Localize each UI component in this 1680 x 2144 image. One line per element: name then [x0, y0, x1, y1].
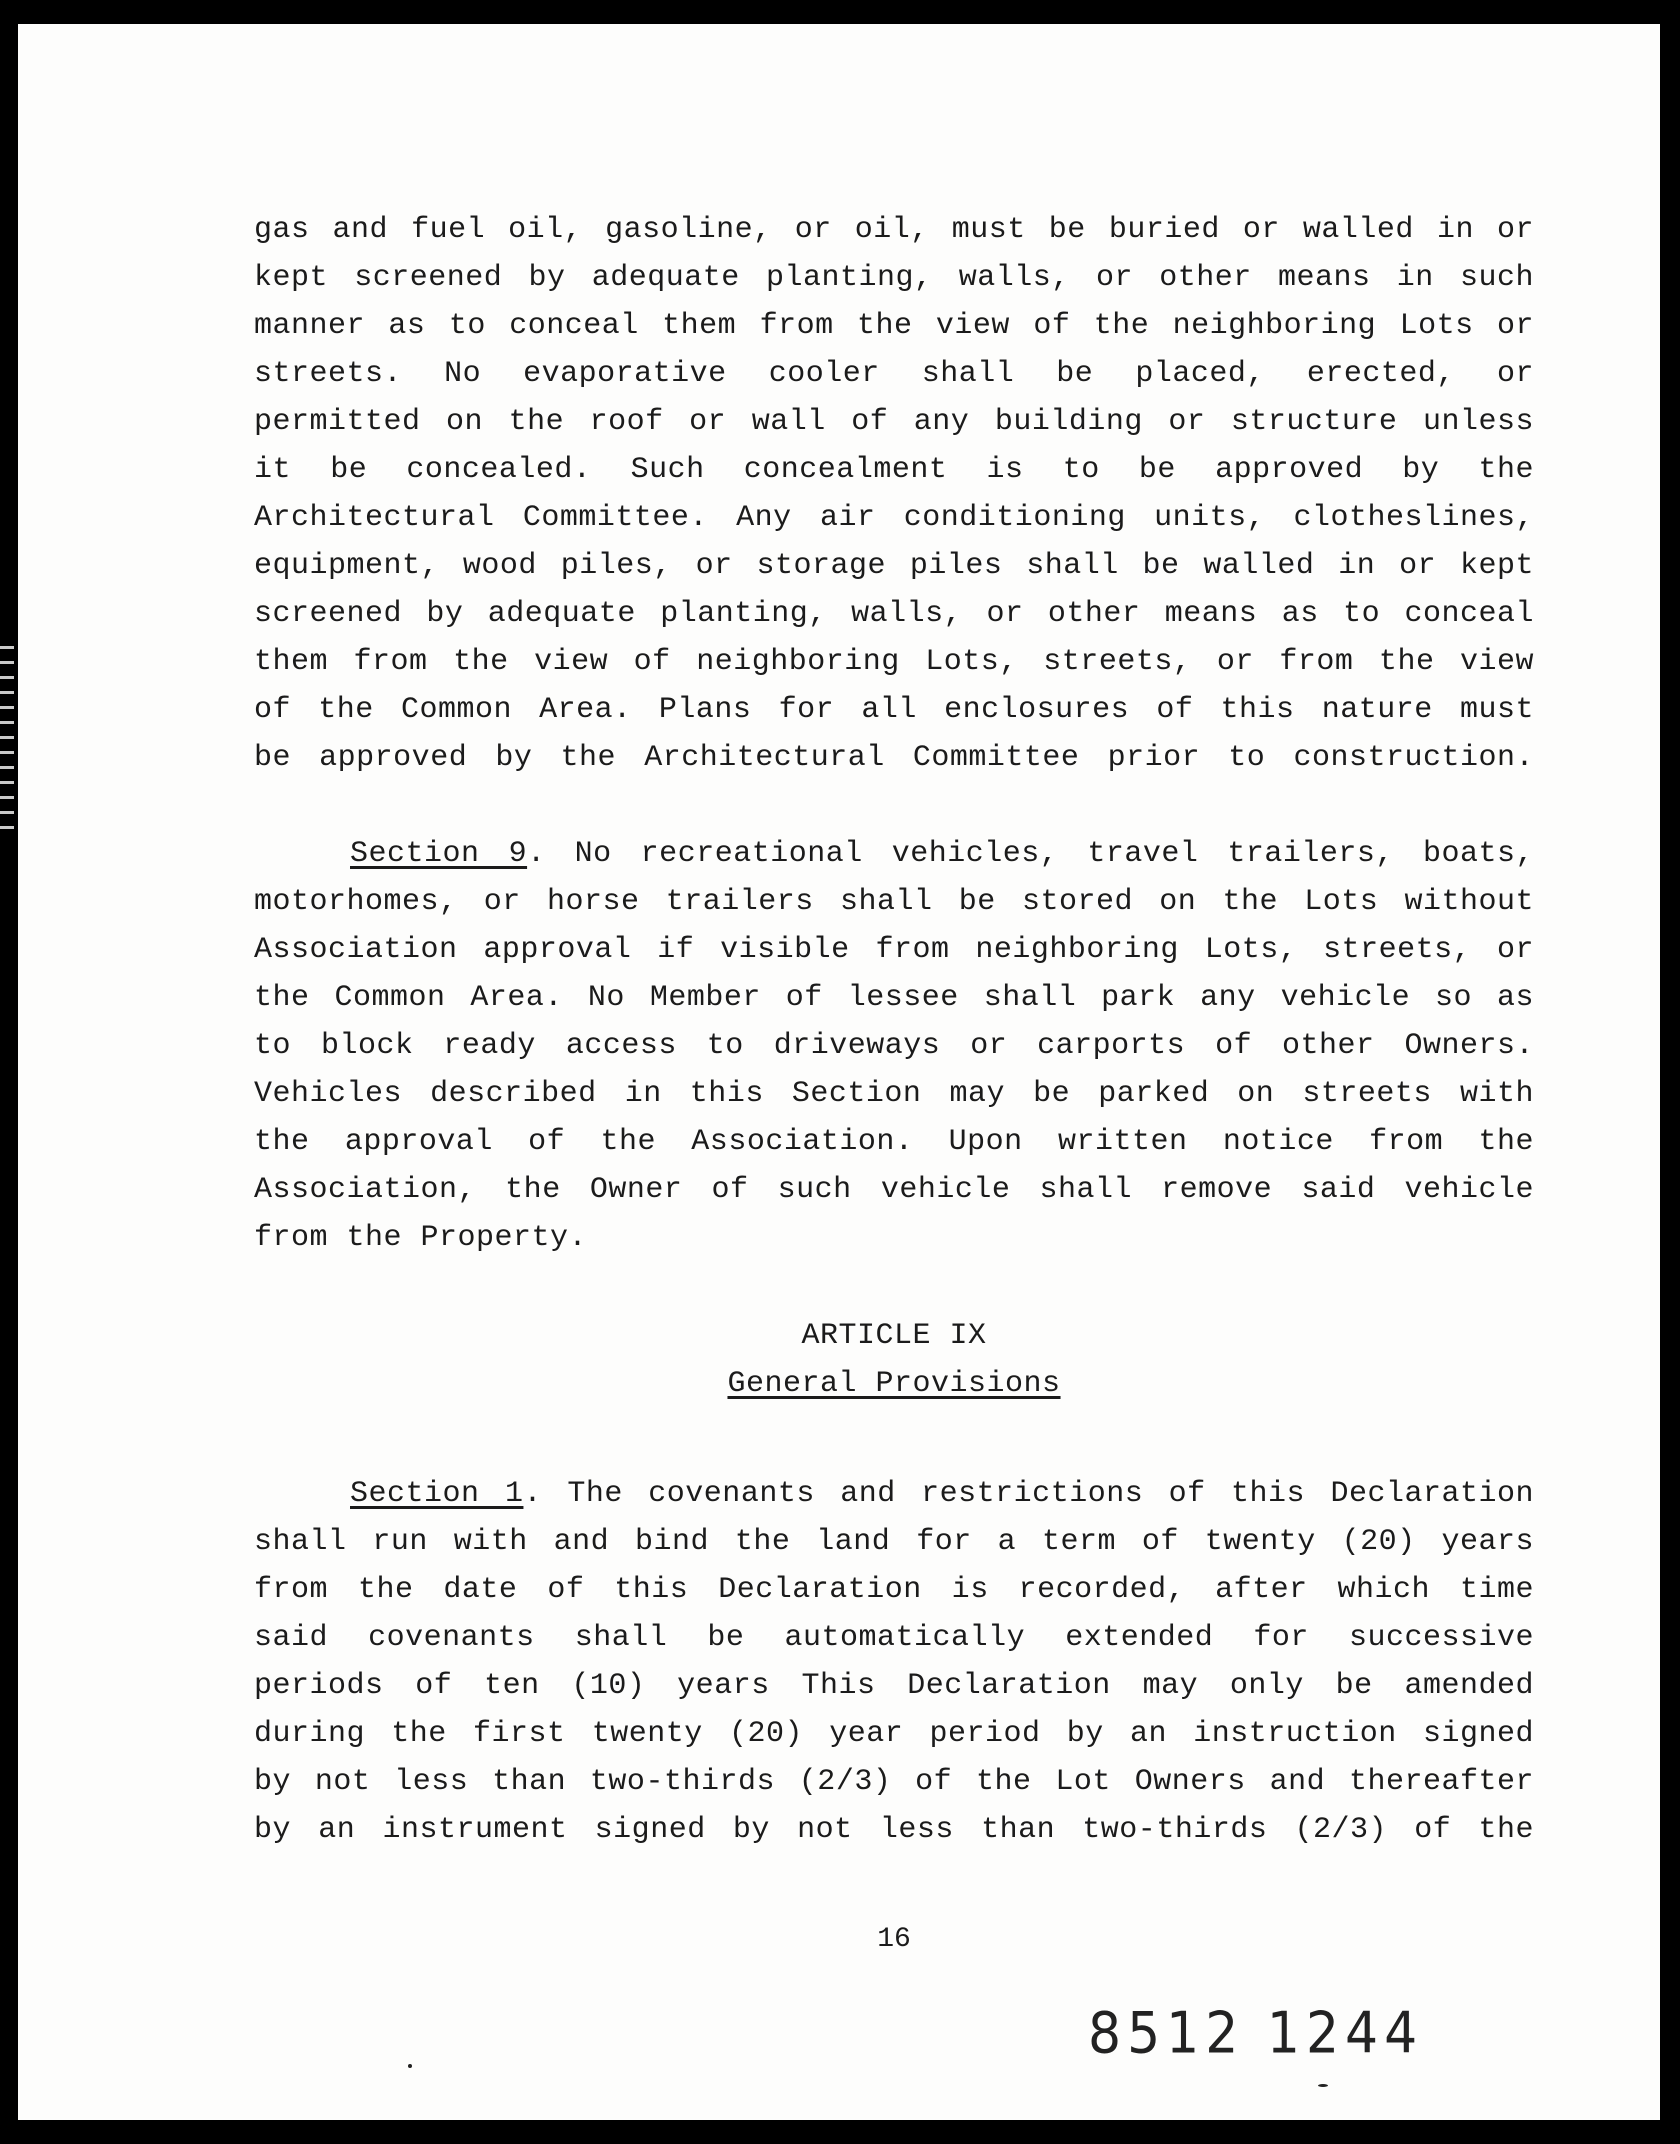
section-9-first-line — [254, 830, 1534, 878]
text-line: Vehicles described in this Section may be parked on streets with — [254, 1077, 1534, 1111]
article-title: General Provisions — [727, 1367, 1061, 1401]
text-line: the approval of the Association. Upon written notice from the — [254, 1125, 1534, 1159]
text-line: from the date of this Declaration is recorded, after which time — [254, 1573, 1534, 1607]
section-1-paragraph — [254, 1470, 1534, 1854]
text-line: by an instrument signed by not less than two-thirds (2/3) of the — [254, 1813, 1534, 1847]
text-line: of the Common Area. Plans for all enclosures of this nature must — [254, 693, 1534, 727]
text-line: by not less than two-thirds (2/3) of the Lot Owners and thereafter — [254, 1765, 1534, 1799]
section-1-heading: Section 1 — [350, 1477, 524, 1511]
scan-speck — [408, 2064, 412, 2068]
scan-edge-noise — [0, 640, 14, 830]
document-page — [18, 24, 1660, 2120]
text-line: periods of ten (10) years This Declaration may only be amended — [254, 1669, 1534, 1703]
section-9-first-line-text: . No recreational vehicles, travel trailers, boats, — [527, 837, 1534, 871]
section-1-first-line-text: . The covenants and restrictions of this Declaration — [523, 1477, 1535, 1511]
text-line: to block ready access to driveways or carports of other Owners. — [254, 1029, 1534, 1063]
text-line: the Common Area. No Member of lessee shall park any vehicle so as — [254, 981, 1534, 1015]
article-number: ARTICLE IX — [801, 1319, 987, 1353]
text-line: said covenants shall be automatically extended for successive — [254, 1621, 1534, 1655]
text-line: motorhomes, or horse trailers shall be stored on the Lots without — [254, 885, 1534, 919]
section-1-first-line — [254, 1470, 1534, 1518]
text-line: shall run with and bind the land for a term of twenty (20) years — [254, 1525, 1534, 1559]
handwritten-recording-number: 8512 1244 — [1088, 2001, 1424, 2067]
text-line: gas and fuel oil, gasoline, or oil, must be buried or walled in or — [254, 213, 1534, 247]
section-9-heading: Section 9 — [350, 837, 528, 871]
text-line: during the first twenty (20) year period by an instruction signed — [254, 1717, 1534, 1751]
text-line: kept screened by adequate planting, walls, or other means in such — [254, 261, 1534, 295]
section-9-paragraph — [254, 830, 1534, 1262]
text-line: them from the view of neighboring Lots, streets, or from the view — [254, 645, 1534, 679]
text-line: screened by adequate planting, walls, or other means as to conceal — [254, 597, 1534, 631]
text-line: from the Property. — [254, 1221, 588, 1255]
paragraph-enclosures — [254, 206, 1534, 782]
text-line: Architectural Committee. Any air conditioning units, clotheslines, — [254, 501, 1534, 535]
page-number: 16 — [877, 1924, 911, 1955]
text-line: Association approval if visible from neighboring Lots, streets, or — [254, 933, 1534, 967]
text-line: be approved by the Architectural Committee prior to construction. — [254, 741, 1534, 775]
text-line: streets. No evaporative cooler shall be placed, erected, or — [254, 357, 1534, 391]
text-line: equipment, wood piles, or storage piles shall be walled in or kept — [254, 549, 1534, 583]
text-line: manner as to conceal them from the view of the neighboring Lots or — [254, 309, 1534, 343]
scan-speck — [1318, 2084, 1328, 2087]
text-line: it be concealed. Such concealment is to be approved by the — [254, 453, 1534, 487]
text-line: permitted on the roof or wall of any building or structure unless — [254, 405, 1534, 439]
article-title-wrap — [254, 1360, 1534, 1408]
text-line: Association, the Owner of such vehicle shall remove said vehicle — [254, 1173, 1534, 1207]
